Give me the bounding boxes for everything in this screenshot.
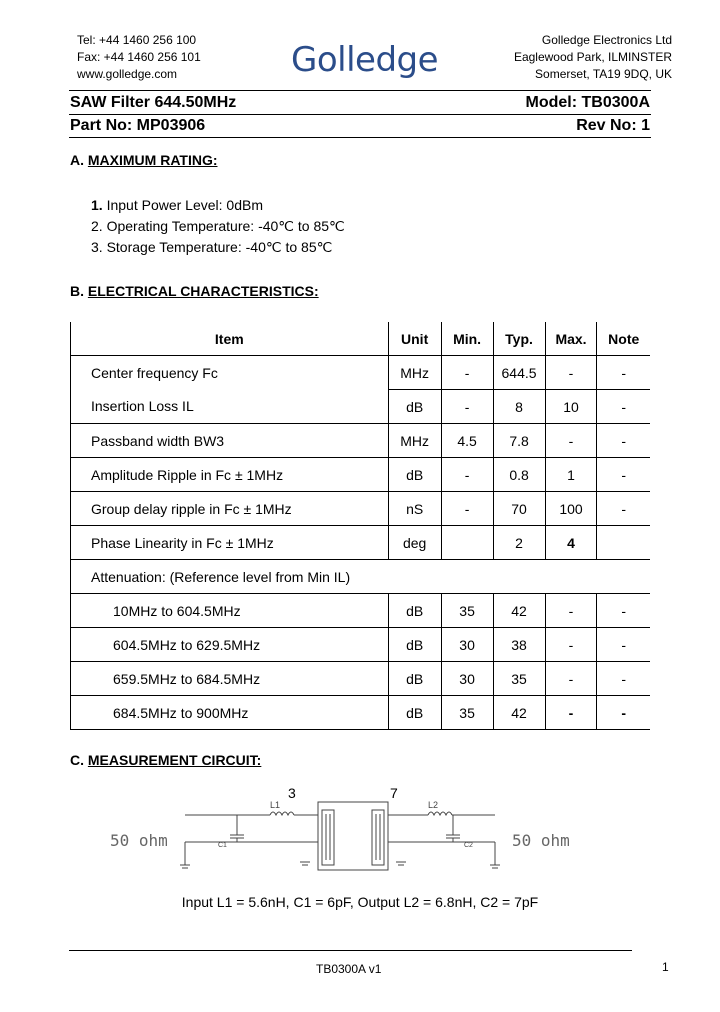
table-row: 684.5MHz to 900MHz dB 35 42 - - (71, 696, 651, 730)
section-a-title: MAXIMUM RATING: (87, 152, 218, 168)
table-row: Amplitude Ripple in Fc ± 1MHz dB - 0.8 1 - (71, 458, 651, 492)
electrical-characteristics-table (70, 322, 650, 730)
header-rule-top (69, 90, 651, 91)
section-b-title: ELECTRICAL CHARACTERISTICS: (87, 283, 319, 299)
list-item: 1. Input Power Level: 0dBm (91, 197, 263, 213)
pin-out-label: 7 (390, 785, 398, 801)
rev-number: Rev No: 1 (576, 117, 650, 134)
header-rule-bottom (69, 137, 651, 138)
address-block (514, 32, 672, 83)
attenuation-label: Attenuation: (Reference level from Min IL) (71, 560, 651, 594)
address-line-1: Eaglewood Park, ILMINSTER (513, 50, 672, 64)
table-row: 659.5MHz to 684.5MHz dB 30 35 - - (71, 662, 651, 696)
table-row: Center frequency Fc MHz - 644.5 - - (71, 356, 651, 390)
list-item: 2. Operating Temperature: -40℃ to 85℃ (91, 218, 345, 234)
column-header: Typ. (493, 322, 545, 356)
inductor-l2 (428, 812, 452, 815)
column-header: Min. (441, 322, 493, 356)
model-title: Model: TB0300A (525, 94, 650, 111)
column-header: Unit (388, 322, 441, 356)
part-number: Part No: MP03906 (70, 117, 206, 134)
fax-text: Fax: +44 1460 256 101 (77, 50, 201, 64)
footer-doc-id: TB0300A v1 (316, 962, 382, 976)
product-title: SAW Filter 644.50MHz (70, 94, 237, 111)
footer-page-number: 1 (662, 960, 669, 974)
measurement-circuit-diagram (100, 780, 600, 885)
header-rule-mid (69, 114, 651, 115)
table-row: Phase Linearity in Fc ± 1MHz deg 2 4 (71, 526, 651, 560)
section-b-heading (70, 283, 319, 299)
company-logo: Golledge (291, 40, 439, 80)
tel-text: Tel: +44 1460 256 100 (77, 33, 197, 47)
section-c-title: MEASUREMENT CIRCUIT: (87, 752, 262, 768)
ohm-left-label: 50 ohm (110, 831, 168, 850)
section-c-heading (70, 752, 261, 768)
table-row-attenuation (71, 560, 651, 594)
column-header: Item (71, 322, 389, 356)
table-row: 10MHz to 604.5MHz dB 35 42 - - (71, 594, 651, 628)
c2-label: C2 (464, 842, 473, 849)
section-b-prefix: B. (70, 283, 84, 299)
l1-label: L1 (270, 800, 281, 810)
address-line-2: Somerset, TA19 9DQ, UK (535, 67, 672, 81)
column-header: Max. (545, 322, 597, 356)
max-rating-list (91, 195, 345, 258)
pin-in-label: 3 (288, 785, 296, 801)
circuit-caption: Input L1 = 5.6nH, C1 = 6pF, Output L2 = 6.8nH, C2 = 7pF (181, 894, 539, 910)
section-a-prefix: A. (70, 152, 84, 168)
list-item: 3. Storage Temperature: -40℃ to 85℃ (91, 239, 333, 255)
footer-rule (69, 950, 632, 951)
section-a-heading (70, 152, 218, 168)
table-row: Group delay ripple in Fc ± 1MHz nS - 70 100 - (71, 492, 651, 526)
contact-block (77, 32, 201, 83)
c1-label: C1 (218, 842, 227, 849)
table-row: 604.5MHz to 629.5MHz dB 30 38 - - (71, 628, 651, 662)
table-row: Insertion Loss IL dB - 8 10 - (71, 390, 651, 424)
table-header-row (71, 322, 651, 356)
company-name: Golledge Electronics Ltd (541, 33, 672, 47)
ohm-right-label: 50 ohm (512, 831, 570, 850)
web-link[interactable]: www.golledge.com (77, 67, 178, 81)
inductor-l1 (270, 812, 294, 815)
section-c-prefix: C. (70, 752, 84, 768)
l2-label: L2 (428, 800, 439, 810)
column-header: Note (597, 322, 650, 356)
table-row: Passband width BW3 MHz 4.5 7.8 - - (71, 424, 651, 458)
saw-filter-package (318, 802, 388, 870)
